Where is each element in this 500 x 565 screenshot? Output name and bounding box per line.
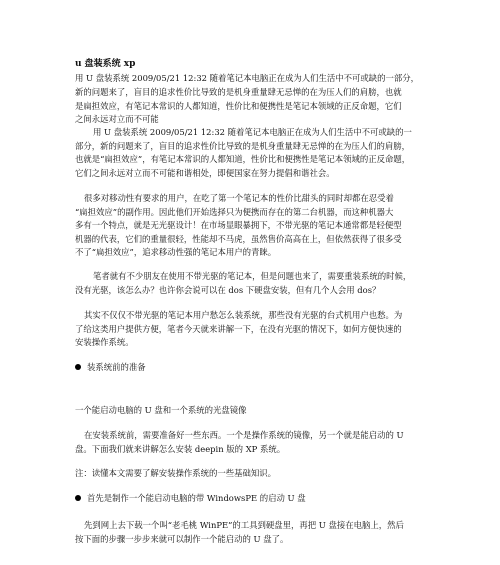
para3-line-1: 很多对移动性有要求的用户，在吃了第一个笔记本的性价比甜头的同时却都在忍受着	[84, 193, 394, 203]
para1-line-1: 用 U 盘装系统 2009/05/21 12:32 随着笔记本电脑正在成为人们生活中不可或缺的一部分，	[75, 73, 420, 83]
section-heading: 一个能启动电脑的 U 盘和一个系统的光盘镜像	[75, 405, 247, 415]
para6-line-1: 在安装系统前，需要准备好一些东西。一个是操作系统的镜像，另一个就是能启动的 U	[84, 430, 404, 440]
para3-line-5: 不了“扁担效应”，追求移动性强的笔记本用户的青睐。	[75, 247, 277, 257]
para6-line-2: 盘。下面我们就来讲解怎么安装 deepin 版的 XP 系统。	[75, 444, 286, 454]
para4-line-2: 没有光驱，该怎么办？也许你会说可以在 dos 下硬盘安装，但有几个人会用 dos？	[75, 285, 381, 295]
bullet-item-prep-label: 装系统前的准备	[87, 362, 146, 372]
para7-line-1: 先到网上去下载一个叫“老毛桃 WinPE”的工具到硬盘里，再把 U 盘接在电脑上，然后	[84, 520, 404, 530]
bullet-item-make-usb-label: 首先是制作一个能启动电脑的带 WindowsPE 的启动 U 盘	[87, 493, 306, 503]
bullet-icon	[75, 364, 81, 370]
para5-line-1: 其实不仅仅不带光驱的笔记本用户愁怎么装系统，那些没有光驱的台式机用户也愁。为	[84, 310, 403, 320]
para2-line-1: 用 U 盘装系统 2009/05/21 12:32 随着笔记本电脑正在成为人们生活中不可或缺的一	[93, 127, 412, 137]
bullet-item-prep	[75, 361, 146, 373]
para4-line-1: 笔者就有不少朋友在使用不带光驱的笔记本，但是问题也来了，需要重装系统的时候，	[93, 271, 412, 281]
para1-line-3: 是扁担效应，有笔记本常识的人都知道，性价比和便携性是笔记本领域的正反命题，它们	[75, 101, 402, 111]
para2-line-3: 也就是“扁担效应”，有笔记本常识的人都知道，性价比和便携性是笔记本领域的正反命题，	[75, 154, 411, 164]
para5-line-3: 安装操作系统。	[75, 337, 134, 347]
bullet-icon	[75, 495, 81, 501]
para5-line-2: 了给这类用户提供方便，笔者今天就来讲解一下，在没有光驱的情况下，如何方便快速的	[75, 324, 402, 334]
para7-line-2: 按下面的步骤一步步来就可以制作一个能启动的 U 盘了。	[75, 534, 289, 544]
bullet-item-make-usb	[75, 492, 306, 504]
para2-line-2: 部分，新的问题来了，盲目的追求性价比导致的是机身重量肆无忌惮的在为压人们的肩膀，	[75, 141, 410, 151]
para1-line-4: 之间永远对立而不可能	[75, 114, 159, 124]
para2-line-4: 它们之间永远对立而不可能和谐相处，即便国家在努力提倡和谐社会。	[75, 168, 335, 178]
para3-line-2: “扁担效应”的副作用。因此他们开始选择只为便携而存在的第二台机器，而这种机器大	[75, 207, 394, 217]
para1-line-2: 新的问题来了，盲目的追求性价比导致的是机身重量肆无忌惮的在为压人们的肩膀，也就	[75, 87, 402, 97]
document-title: u 盘装系统 xp	[75, 59, 136, 69]
note-text: 注：读懂本文需要了解安装操作系统的一些基础知识。	[75, 468, 276, 478]
para3-line-3: 多有一个特点，就是无光驱设计！在市场显眼暴拥下，不带光驱的笔记本通常都是轻便型	[75, 220, 402, 230]
para3-line-4: 机器的代表，它们的重量很轻，性能却不马虎，虽然售价高高在上，但依然获得了很多受	[75, 234, 402, 244]
